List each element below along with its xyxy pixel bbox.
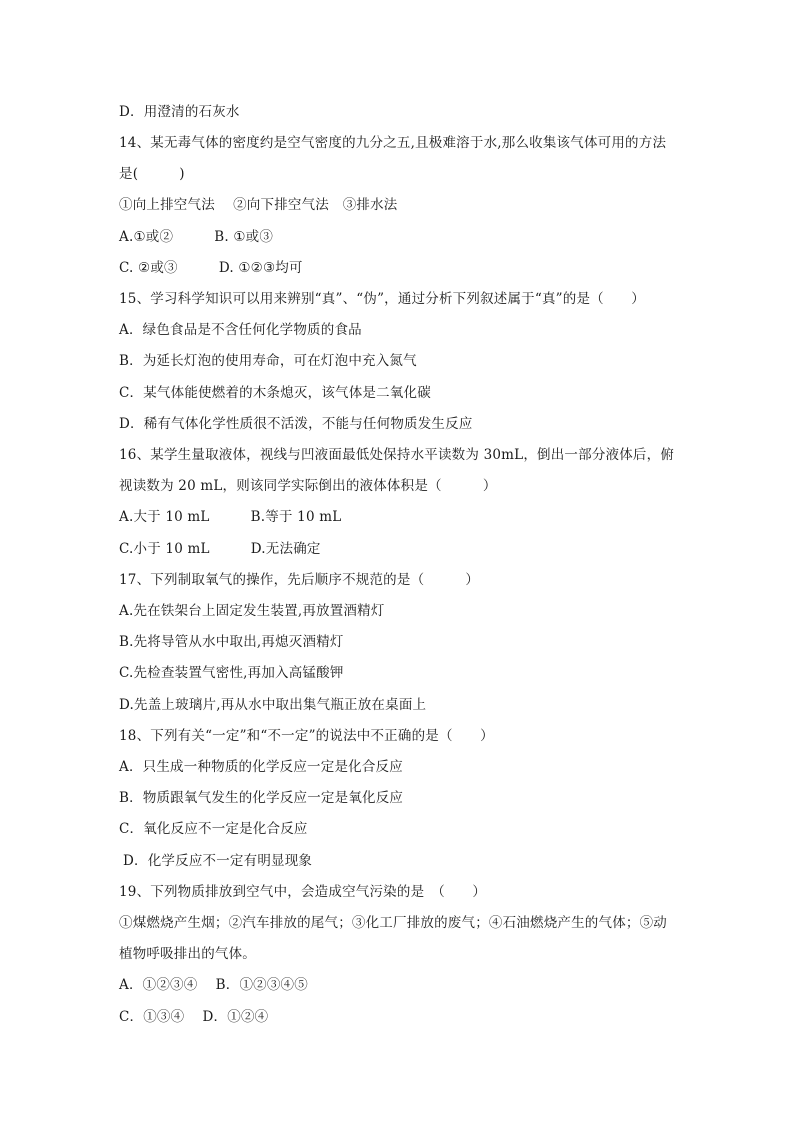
- q15-stem: 15、学习科学知识可以用来辨别“真”、“伪”，通过分析下列叙述属于“真”的是（ ）: [119, 291, 645, 307]
- q18-stem: 18、下列有关“一定”和“不一定”的说法中不正确的是（ ）: [119, 728, 494, 744]
- q15-option-a: A．绿色食品是不含任何化学物质的食品: [119, 322, 362, 338]
- q14-stem-line-1: 14、某无毒气体的密度约是空气密度的九分之五,且极难溶于水,那么收集该气体可用的方法: [119, 135, 667, 151]
- q19-items-line-2: 植物呼吸排出的气体。: [119, 946, 256, 962]
- q14-stem-line-2: 是( ): [119, 166, 185, 182]
- q18-option-b: B．物质跟氧气发生的化学反应一定是氧化反应: [119, 790, 404, 806]
- q19-options-ab: A．①②③④ B．①②③④⑤: [119, 977, 308, 993]
- q19-items-line-1: ①煤燃烧产生烟；②汽车排放的尾气；③化工厂排放的废气；④石油燃烧产生的气体；⑤动: [119, 915, 667, 931]
- q15-option-c: C．某气体能使燃着的木条熄灭，该气体是二氧化碳: [119, 385, 431, 401]
- q17-option-b: B.先将导管从水中取出,再熄灭酒精灯: [119, 634, 344, 650]
- q16-options-ab: A.大于 10 mL B.等于 10 mL: [119, 509, 342, 525]
- q18-option-a: A．只生成一种物质的化学反应一定是化合反应: [119, 759, 403, 775]
- q17-option-a: A.先在铁架台上固定发生装置,再放置酒精灯: [119, 603, 385, 619]
- q18-option-d: D．化学反应不一定有明显现象: [123, 853, 313, 869]
- q17-option-d: D.先盖上玻璃片,再从水中取出集气瓶正放在桌面上: [119, 697, 427, 713]
- q16-stem-line-2: 视读数为 20 mL，则该同学实际倒出的液体体积是（ ）: [119, 478, 497, 494]
- q13-option-d: D．用澄清的石灰水: [119, 104, 240, 120]
- q19-stem: 19、下列物质排放到空气中，会造成空气污染的是 （ ）: [119, 884, 487, 900]
- q15-option-b: B．为延长灯泡的使用寿命，可在灯泡中充入氮气: [119, 353, 417, 369]
- q17-option-c: C.先检查装置气密性,再加入高锰酸钾: [119, 665, 344, 681]
- q16-stem-line-1: 16、某学生量取液体，视线与凹液面最低处保持水平读数为 30mL，倒出一部分液体后，俯: [119, 447, 675, 463]
- q16-options-cd: C.小于 10 mL D.无法确定: [119, 541, 321, 557]
- q18-option-c: C．氧化反应不一定是化合反应: [119, 821, 308, 837]
- q17-stem: 17、下列制取氧气的操作，先后顺序不规范的是（ ）: [119, 572, 480, 588]
- q14-methods: ①向上排空气法 ②向下排空气法 ③排水法: [119, 197, 398, 213]
- q14-options-ab: A.①或② B. ①或③: [119, 229, 274, 245]
- q14-options-cd: C. ②或③ D. ①②③均可: [119, 260, 303, 276]
- q19-options-cd: C．①③④ D．①②④: [119, 1009, 269, 1025]
- q15-option-d: D．稀有气体化学性质很不活泼，不能与任何物质发生反应: [119, 416, 473, 432]
